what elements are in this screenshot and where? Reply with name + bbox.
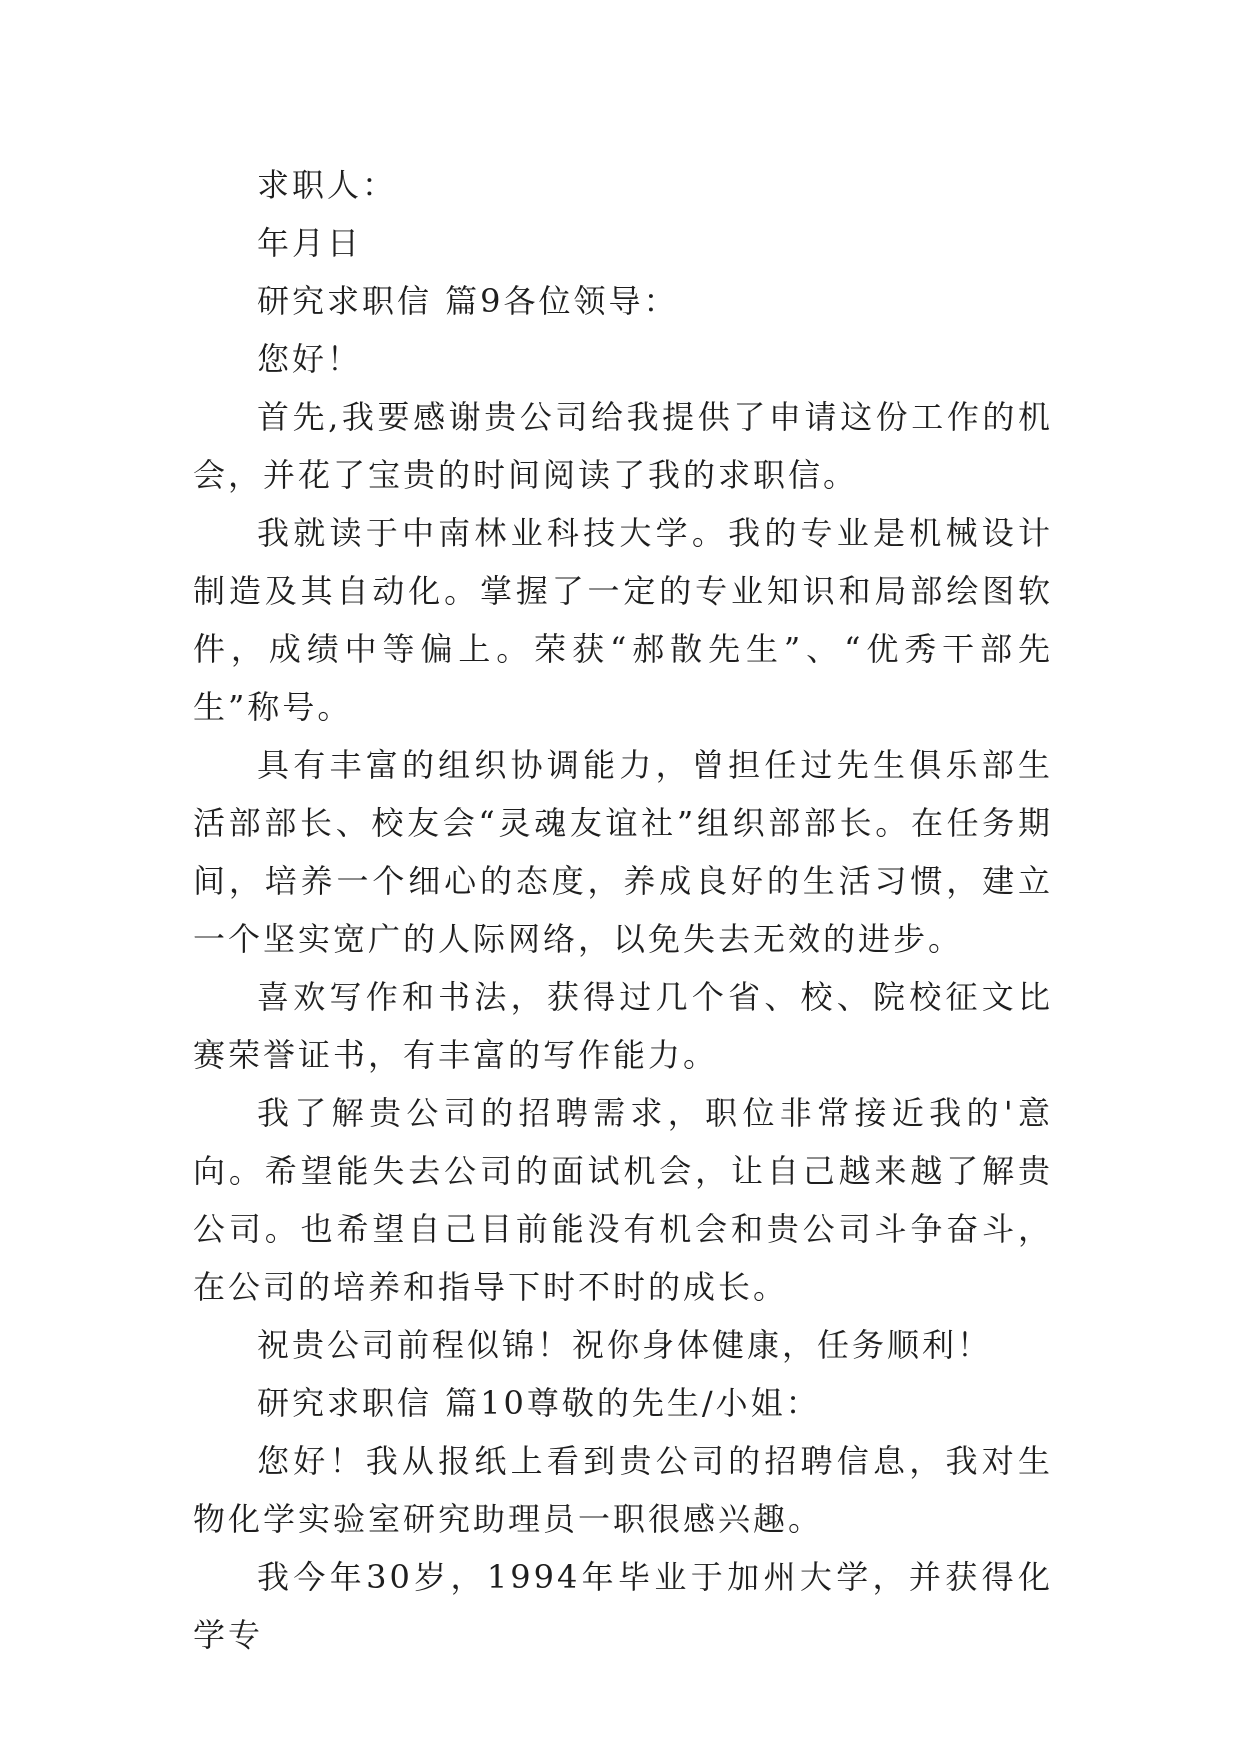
paragraph-education: 我就读于中南林业科技大学。我的专业是机械设计制造及其自动化。掌握了一定的专业知识和局部绘图软件，成绩中等偏上。荣获“郝散先生”、“优秀干部先生”称号。 [193,514,1053,726]
paragraph-writing: 喜欢写作和书法，获得过几个省、校、院校征文比赛荣誉证书，有丰富的写作能力。 [193,978,1053,1074]
paragraph-background: 我今年30岁，1994年毕业于加州大学，并获得化学专 [193,1558,1053,1654]
date-line: 年月日 [257,224,363,262]
signature-line: 求职人： [257,166,398,204]
closing-wishes: 祝贵公司前程似锦！祝你身体健康，任务顺利！ [257,1326,993,1364]
letter-heading-9: 研究求职信 篇9各位领导： [257,282,679,320]
letter-heading-10: 研究求职信 篇10尊敬的先生/小姐： [257,1384,821,1422]
document-body [193,156,1053,1664]
paragraph-interest: 我了解贵公司的招聘需求，职位非常接近我的'意向。希望能失去公司的面试机会，让自己越来越了解贵公司。也希望自己目前能没有机会和贵公司斗争奋斗，在公司的培养和指导下时不时的成长。 [193,1094,1053,1306]
greeting: 您好！ [257,340,363,378]
paragraph-intro: 您好！我从报纸上看到贵公司的招聘信息，我对生物化学实验室研究助理员一职很感兴趣。 [193,1442,1053,1538]
paragraph-abilities: 具有丰富的组织协调能力，曾担任过先生俱乐部生活部部长、校友会“灵魂友谊社”组织部部长。在任务期间，培养一个细心的态度，养成良好的生活习惯，建立一个坚实宽广的人际网络，以免失去无效的进步。 [193,746,1053,958]
paragraph-thanks: 首先,我要感谢贵公司给我提供了申请这份工作的机会，并花了宝贵的时间阅读了我的求职信。 [193,398,1053,494]
